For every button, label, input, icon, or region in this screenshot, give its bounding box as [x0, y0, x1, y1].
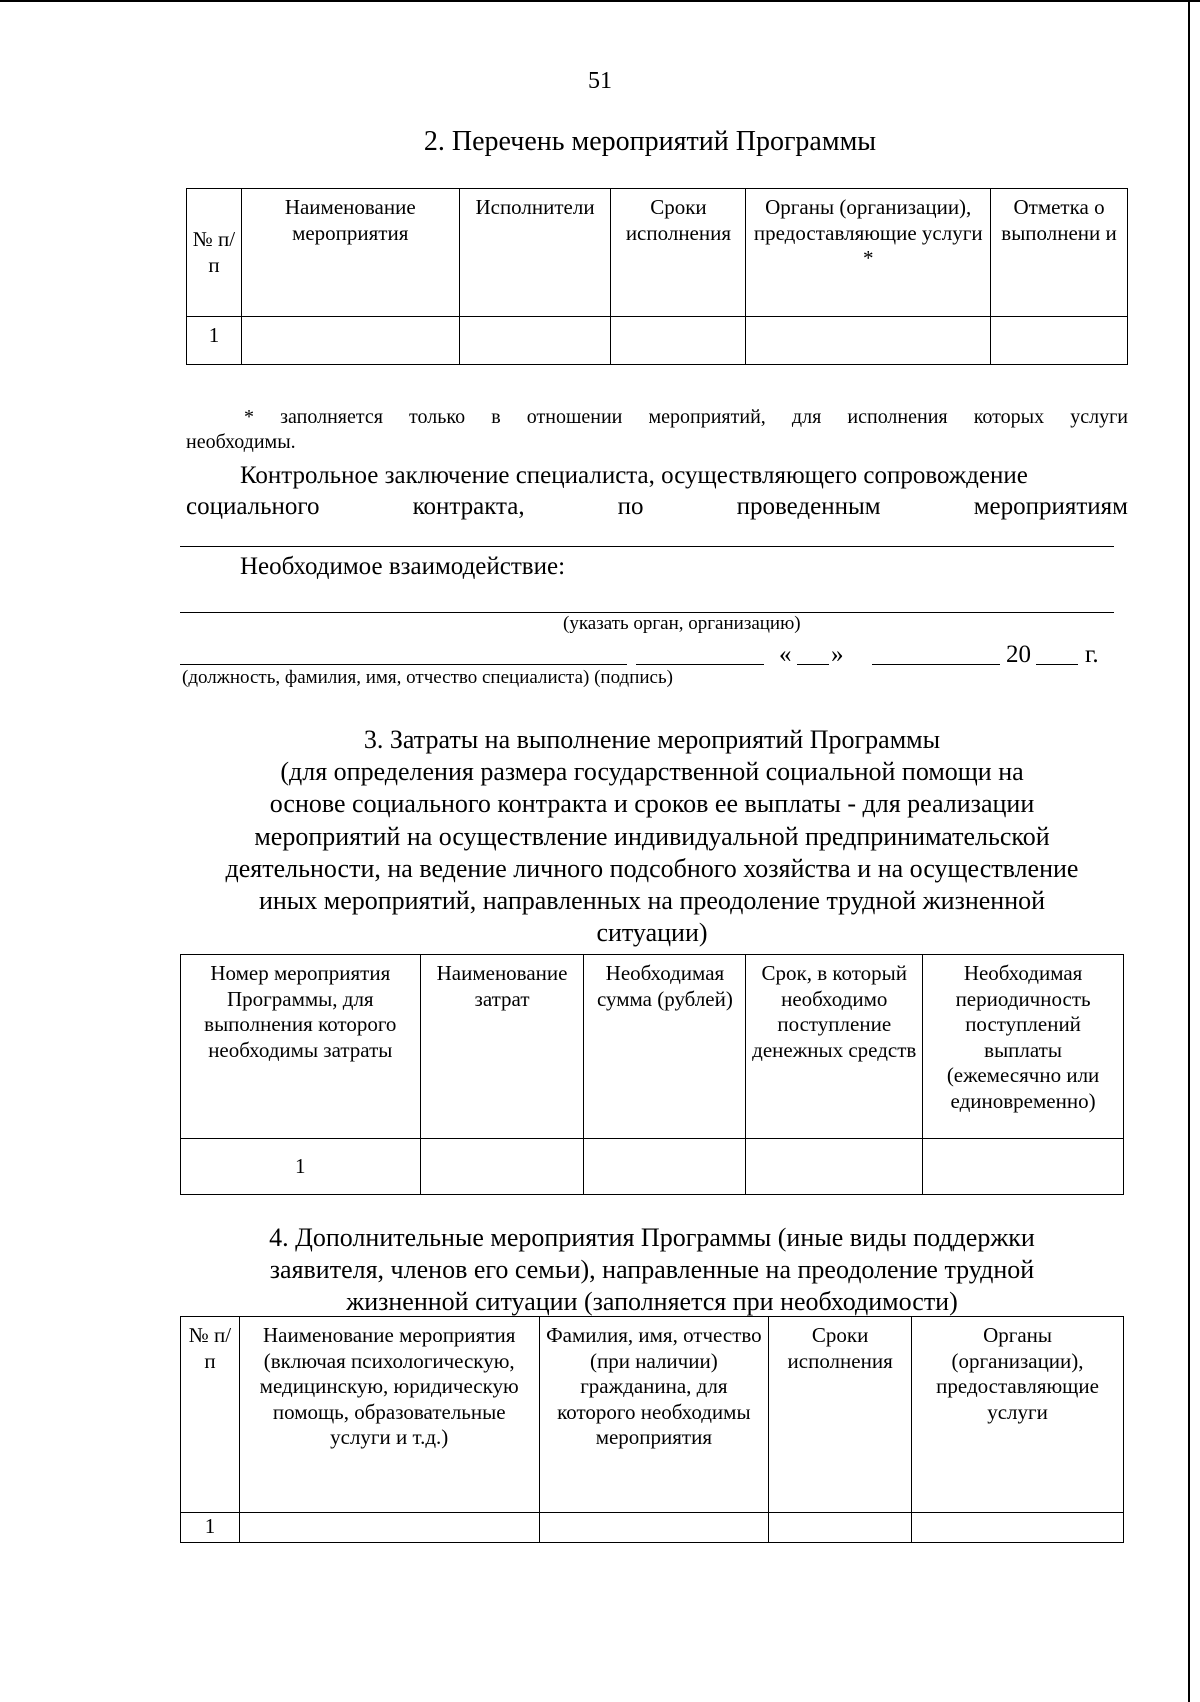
signature-line [636, 664, 764, 665]
table-cell [420, 1139, 584, 1195]
section2-title: 2. Перечень мероприятий Программы [423, 126, 877, 157]
table-cell [746, 1139, 923, 1195]
table-row [187, 317, 1128, 365]
scan-edge-top [0, 0, 1200, 2]
table-cell [923, 1139, 1124, 1195]
scan-edge-right [1188, 0, 1190, 1702]
control-line1: Контрольное заключение специалиста, осуществляющего сопровождение [240, 462, 1028, 489]
header-cell: Органы (организации), предоставляющие услуги [912, 1317, 1124, 1513]
position-line [180, 664, 627, 665]
header-cell: Сроки исполнения [769, 1317, 912, 1513]
table-cell [241, 317, 459, 365]
signature-caption: (должность, фамилия, имя, отчество специалиста) (подпись) [182, 667, 673, 688]
control-line2: социального контракта, по проведенным мероприятиям [186, 493, 1128, 520]
section4-table [180, 1316, 1124, 1543]
table-header-row [181, 1317, 1124, 1513]
year-line [1036, 664, 1078, 665]
section3-title-line: основе социального контракта и сроков ее выплаты - для реализации [269, 789, 1035, 819]
table-header-row [181, 955, 1124, 1139]
year-suffix: г. [1085, 641, 1099, 668]
table-cell: 1 [187, 317, 242, 365]
header-cell: Наименование затрат [420, 955, 584, 1139]
header-cell: Номер мероприятия Программы, для выполнения которого необходимы затраты [181, 955, 421, 1139]
date-close-quote: » [831, 641, 844, 668]
table-cell [769, 1513, 912, 1543]
section3-title-line: ситуации) [596, 918, 708, 948]
interaction-label: Необходимое взаимодействие: [240, 553, 566, 580]
section3-title-line: (для определения размера государственной социальной помощи на [280, 757, 1024, 787]
section3-title [180, 724, 1124, 950]
section3-title-line: мероприятий на осуществление индивидуальной предпринимательской [254, 821, 1050, 851]
header-cell: Отметка о выполнени и [991, 189, 1128, 317]
fill-line [180, 546, 1114, 547]
header-cell: Органы (организации), предоставляющие услуги * [746, 189, 991, 317]
table-cell [459, 317, 611, 365]
table-cell: 1 [181, 1513, 240, 1543]
header-cell: № п/п [181, 1317, 240, 1513]
section4-title [180, 1222, 1124, 1319]
table-header-row [187, 189, 1128, 317]
table-row [181, 1513, 1124, 1543]
table-cell [239, 1513, 539, 1543]
table-cell: 1 [181, 1139, 421, 1195]
table-cell [746, 317, 991, 365]
header-cell: № п/п [187, 189, 242, 317]
section4-title-line: заявителя, членов его семьи), направленные на преодоление трудной [269, 1255, 1035, 1285]
page-number: 51 [588, 68, 612, 94]
section2-table [186, 188, 1128, 365]
section4-title-line: 4. Дополнительные мероприятия Программы (иные виды поддержки [269, 1223, 1035, 1252]
header-cell: Срок, в который необходимо поступление денежных средств [746, 955, 923, 1139]
table-cell [539, 1513, 769, 1543]
section3-title-line: иных мероприятий, направленных на преодоление трудной жизненной [258, 886, 1046, 916]
date-open-quote: « [779, 641, 792, 668]
header-cell: Наименование мероприятия (включая психологическую, медицинскую, юридическую помощь, образовательные услуги и т.д.) [239, 1317, 539, 1513]
footnote-line2: необходимы. [186, 431, 296, 453]
organization-hint: (указать орган, организацию) [563, 613, 801, 634]
table-cell [611, 317, 746, 365]
header-cell: Наименование мероприятия [241, 189, 459, 317]
section3-title-line: деятельности, на ведение личного подсобного хозяйства и на осуществление [225, 853, 1079, 883]
footnote-line1: * заполняется только в отношении мероприятий, для исполнения которых услуги [244, 406, 1128, 428]
section3-title-line: 3. Затраты на выполнение мероприятий Программы [363, 725, 941, 754]
table-row [181, 1139, 1124, 1195]
header-cell: Фамилия, имя, отчество (при наличии) гражданина, для которого необходимы мероприятия [539, 1317, 769, 1513]
month-line [872, 664, 1000, 665]
day-line [797, 664, 829, 665]
year-prefix: 20 [1006, 641, 1031, 668]
table-cell [584, 1139, 746, 1195]
header-cell: Сроки исполнения [611, 189, 746, 317]
header-cell: Необходимая периодичность поступлений выплаты (ежемесячно или единовременно) [923, 955, 1124, 1139]
section3-table [180, 954, 1124, 1195]
header-cell: Необходимая сумма (рублей) [584, 955, 746, 1139]
header-cell: Исполнители [459, 189, 611, 317]
section4-title-line: жизненной ситуации (заполняется при необходимости) [346, 1287, 958, 1317]
table-cell [991, 317, 1128, 365]
table-cell [912, 1513, 1124, 1543]
